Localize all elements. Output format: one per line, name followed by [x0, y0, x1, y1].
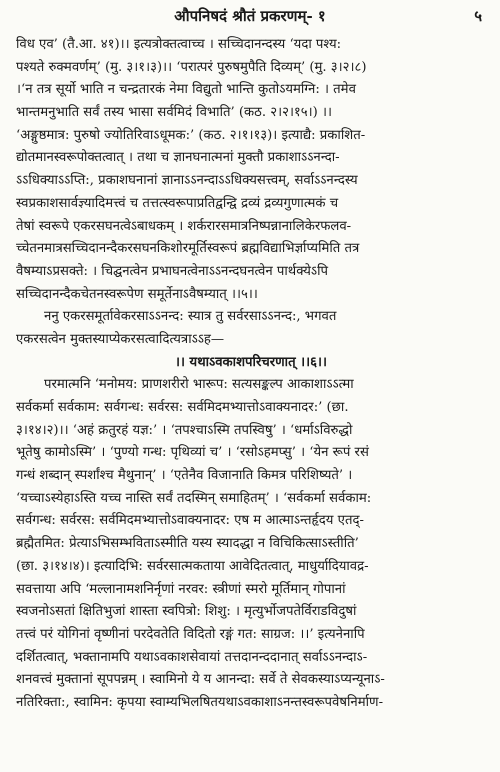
text-line: स्वप्रकाशसार्वज्ञ्यादिमत्त्वं च तत्तत्स्वरूपाप्रतिद्वन्द्वि द्रव्यं द्रव्यगुणात्मकं च [16, 195, 339, 211]
text-line: सर्वगन्ध: सर्वरस: सर्वमिदमभ्यात्तोऽवाक्यनादर: एष म आत्माऽन्तर्हृदय एतद्- [16, 513, 364, 529]
text-line: ननु एकरसमूर्तावेकरसाऽऽनन्द: स्यात्र तु सर्वरसाऽऽनन्द:, भगवत [44, 309, 337, 325]
sutra-heading: ।। यथाऽवकाशपरिचरणात् ।।६।। [174, 354, 328, 370]
text-line: भान्तमनुभाति सर्वं तस्य भासा सर्वमिदं विभाति’ (कठ. २।२।१५।) ।। [16, 105, 332, 121]
text-line: तत्त्वं परं योगिनां वृष्णीनां परदेवतेति विदितो रङ्गं गत: साग्रज: ।।’ इत्यनेनापि [16, 626, 365, 642]
text-line: शनवत्त्वं मुक्तानां सूपपन्नम् । स्वामिनो ये य आनन्दा: सर्वे ते सेवकस्याऽप्यन्यूनाऽ- [16, 672, 385, 688]
text-line: (छा. ३।१४।४)। इत्यादिभि: सर्वरसात्मकताया आवेदितत्वात्, माधुर्यादियावद्र- [16, 558, 369, 574]
text-line: परमात्मनि ‘मनोमय: प्राणशरीरो भारूप: सत्यसङ्कल्प आकाशाऽऽत्मा [44, 377, 354, 393]
text-line: ‘अङ्गुष्ठमात्र: पुरुषो ज्योतिरिवाऽधूमक:’ (कठ. २।१।१३)। इत्याद्यै: प्रकाशित- [16, 127, 366, 143]
text-line: सच्चिदानन्दैकचेतनस्वरूपेण समूर्तेनाऽवैषम्यात् ।।५।। [16, 286, 258, 302]
page-header [0, 6, 500, 28]
text-line: नतिरिक्ता:, स्वामिन: कृपया स्वाम्यभिलषितयथाऽवकाशाऽनन्तस्वरूपवेषनिर्माण- [16, 694, 384, 710]
text-line: ।‘न तत्र सूर्यो भाति न चन्द्रतारकं नेमा विद्युतो भान्ति कुतोऽयमग्नि: । तमेव [16, 82, 356, 98]
text-line: स्वजनोऽसतां क्षितिभुजां शास्ता स्वपित्रो: शिशु: । मृत्युर्भोजपतेर्विराडविदुषां [16, 604, 357, 620]
text-line: दर्शितत्वात्, भक्तानामपि यथाऽवकाशसेवायां तत्तदानन्ददानात् सर्वाऽऽनन्दाऽ- [16, 649, 368, 665]
text-line: भूतेषु कामोऽस्मि’ । ‘पुण्यो गन्ध: पृथिव्यां च’ । ‘रसोऽहमप्सु’ । ‘येन रूपं रसं [16, 445, 369, 461]
text-line: च्चेतनमात्रसच्चिदानन्दैकरसघनकिशोरमूर्तिस्वरूपं ब्रह्मविद्याभिर्ज्ञाप्यमिति तत्र [16, 241, 360, 257]
text-line: गन्धं शब्दान् स्पर्शांश्च मैथुनान्’ । ‘एतेनैव विजानाति किमत्र परिशिष्यते’ । [16, 468, 353, 484]
text-line: सर्वकर्मा सर्वकाम: सर्वगन्ध: सर्वरस: सर्वमिदमभ्यात्तोऽवाक्यनादर:’ (छा. [16, 400, 349, 415]
text-line: वैषम्याऽप्रसक्ते: । चिद्घनत्वेन प्रभाघनत्वेनाऽऽनन्दघनत्वेन पार्थक्येऽपि [16, 263, 328, 279]
text-line: पश्यते रुक्मवर्णम्’ (मु. ३।१।३)।। ‘परात्परं पुरुषमुपैति दिव्यम्’ (मु. ३।२।८) [16, 59, 367, 75]
text-line: तेषां स्वरूपे एकरसघनत्वेऽबाधकम् । शर्करारसमात्रनिष्पन्नानालिकेरफलव- [16, 218, 352, 234]
page-title: औपनिषदं श्रौतं प्रकरणम्- १ [174, 7, 326, 25]
body-text [16, 34, 486, 715]
text-line: ब्रह्मैतमित: प्रेत्याऽभिसम्भविताऽस्मीति यस्य स्यादद्धा न विचिकित्साऽस्तीति’ [16, 536, 359, 552]
text-line: ‘यच्चाऽस्येहाऽस्ति यच्च नास्ति सर्वं तदस्मिन् समाहितम्’ । ‘सर्वकर्मा सर्वकाम: [16, 490, 372, 506]
text-line: एकरसत्वेन मुक्तस्याप्येकरसत्वादित्यत्राऽऽह— [16, 331, 225, 347]
text-line: विध एव’ (तै.आ. ४१)।। इत्यत्रोक्तत्वाच्च । सच्चिदानन्दस्य ‘यदा पश्य: [16, 37, 342, 52]
text-line: ३।१४।२)।। ‘अहं क्रतुरहं यज्ञ:’ । ‘तपश्चाऽस्मि तपस्विषु’ । ‘धर्माऽविरुद्धो [16, 422, 353, 438]
text-line: सवत्ताया अपि ‘मल्लानामशनिर्नृणां नरवर: स्त्रीणां स्मरो मूर्तिमान् गोपानां [16, 581, 346, 597]
text-line: द्योतमानस्वरूपोक्तत्वात् । तथा च ज्ञानघनात्मनां मुक्तौ प्रकाशाऽऽनन्दा- [16, 150, 340, 166]
text-line: ऽऽधिक्याऽऽप्ति:, प्रकाशघनानां ज्ञानाऽऽनन्दाऽऽधिक्यसत्त्वम्, सर्वाऽऽनन्दस्य [16, 173, 358, 189]
page-number: ५ [474, 7, 482, 25]
